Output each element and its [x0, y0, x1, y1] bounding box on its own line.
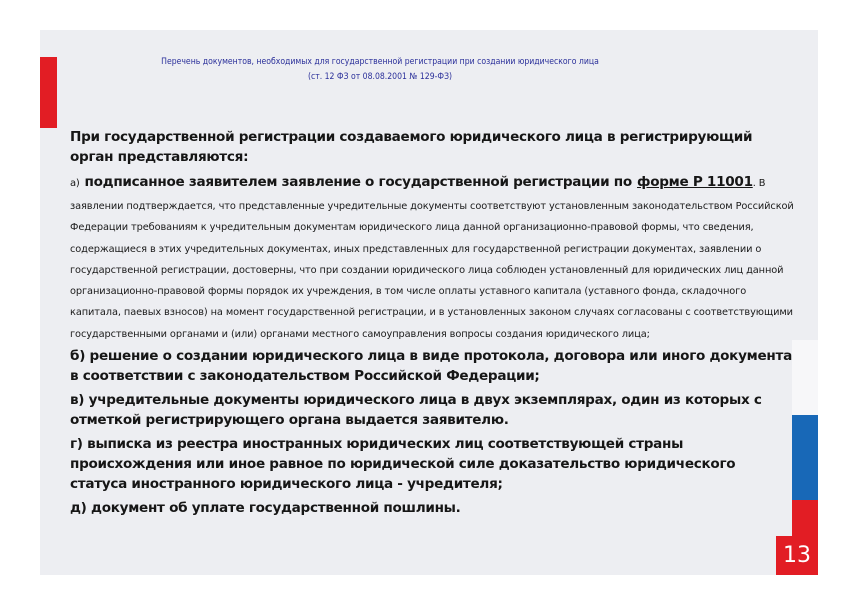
page-number: 13	[776, 536, 818, 575]
flag-stripe-white	[792, 340, 818, 415]
slide-header	[100, 55, 660, 85]
item-a-small-start: . В	[752, 178, 766, 189]
flag-stripe-blue	[792, 415, 818, 500]
header-subtitle: (ст. 12 ФЗ от 08.08.2001 № 129-ФЗ)	[307, 72, 453, 82]
form-link[interactable]: форме Р 11001	[637, 174, 753, 190]
item-a	[70, 171, 794, 343]
item-b: б) решение о создании юридического лица в виде протокола, договора или иного документа в соответствии с законодательством Российской Федерации;	[70, 348, 792, 385]
item-a-description: заявлении подтверждается, что представленные учредительные документы соответствуют установленным законодательством Российской Федерации требованиям к учредительным документам юридического лица данной организационно-правовой формы, что сведения, содержащиеся в этих учредительных документах, иных представленных для государственной регистрации документах, заявлении о государственной регистрации, достоверны, что при создании юридического лица соблюден установленный для юридических лиц данной организационно-правовой формы порядок их учреждения, в том числе оплаты уставного капитала (уставного фонда, складочного капитала, паевых взносов) на момент государственной регистрации, и в установленных законом случаях согласованы с соответствующими государственными органами и (или) органами местного самоуправления вопросы создания юридического лица;	[70, 201, 794, 340]
item-v: в) учредительные документы юридического лица в двух экземплярах, один из которых с отметкой регистрирующего органа выдается заявителю.	[70, 392, 762, 429]
slide-content	[70, 127, 794, 522]
red-accent-bar	[40, 57, 57, 128]
intro-paragraph: При государственной регистрации создаваемого юридического лица в регистрирующий орган представляются:	[70, 129, 753, 165]
item-d: д) документ об уплате государственной пошлины.	[70, 500, 461, 517]
slide	[40, 30, 818, 575]
item-g: г) выписка из реестра иностранных юридических лиц соответствующей страны происхождения или иное равное по юридической силе доказательство юридического статуса иностранного юридического лица - учредителя;	[70, 436, 736, 493]
item-a-bold-text: подписанное заявителем заявление о государственной регистрации по	[84, 174, 632, 190]
header-title: Перечень документов, необходимых для государственной регистрации при создании юридического лица	[161, 57, 599, 67]
item-a-prefix: а)	[70, 178, 80, 189]
